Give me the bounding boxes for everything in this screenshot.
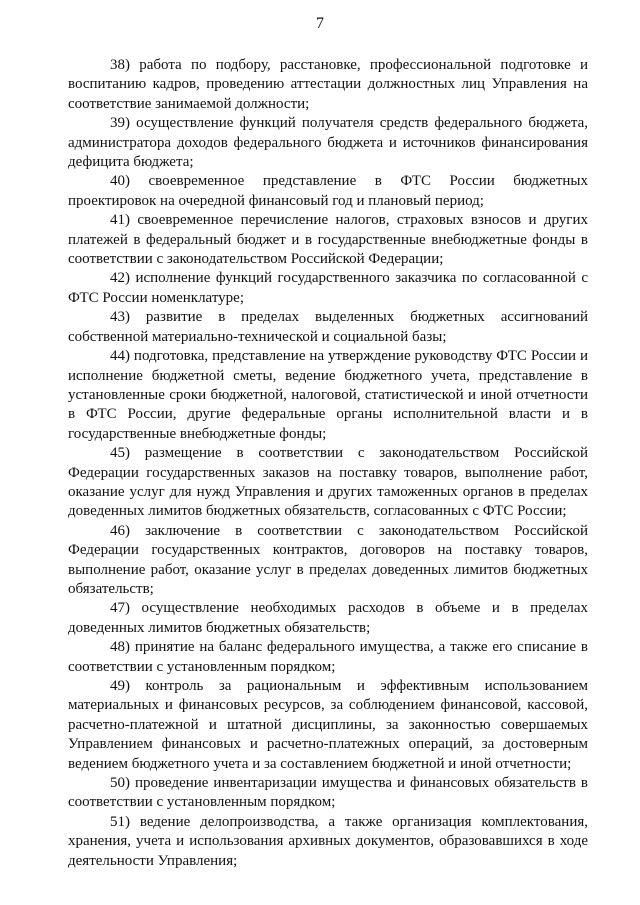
document-body: [68, 56, 588, 871]
list-item-44: 44) подготовка, представление на утверждение руководству ФТС России и исполнение бюджетной сметы, ведение бюджетного учета, представление в установленные сроки бюджетной, налоговой, статистической и иной отчетности в ФТС России, другие федеральные органы исполнительной власти и в государственные внебюджетные фонды;: [68, 348, 588, 442]
page-number: 7: [316, 15, 324, 32]
list-item-46: 46) заключение в соответствии с законодательством Российской Федерации государственных контрактов, договоров на поставку товаров, выполнение работ, оказание услуг в пределах доведенных лимитов бюджетных обязательств;: [68, 522, 588, 597]
list-item-41: 41) своевременное перечисление налогов, страховых взносов и других платежей в федеральный бюджет и в государственные внебюджетные фонды в соответствии с законодательством Российской Федерации;: [68, 212, 588, 268]
list-item-38: 38) работа по подбору, расстановке, профессиональной подготовке и воспитанию кадров, проведению аттестации должностных лиц Управления на соответствие занимаемой должности;: [68, 57, 588, 112]
list-item-39: 39) осуществление функций получателя средств федерального бюджета, администратора доходов федерального бюджета и источников финансирования дефицита бюджета;: [68, 115, 588, 171]
list-item-45: 45) размещение в соответствии с законодательством Российской Федерации государственных заказов на поставку товаров, выполнение работ, оказание услуг для нужд Управления и других таможенных органов в пределах доведенных лимитов бюджетных обязательств, согласованных с ФТС России;: [68, 445, 588, 520]
list-item-42: 42) исполнение функций государственного заказчика по согласованной с ФТС России номенклатуре;: [68, 270, 588, 306]
list-item-40: 40) своевременное представление в ФТС России бюджетных проектировок на очередной финансовый год и плановый период;: [68, 173, 588, 209]
list-item-43: 43) развитие в пределах выделенных бюджетных ассигнований собственной материально-технической и социальной базы;: [68, 309, 588, 345]
list-item-48: 48) принятие на баланс федерального имущества, а также его списание в соответствии с установленным порядком;: [68, 639, 588, 675]
list-item-51: 51) ведение делопроизводства, а также организация комплектования, хранения, учета и использования архивных документов, образовавшихся в ходе деятельности Управления;: [68, 813, 588, 869]
list-item-49: 49) контроль за рациональным и эффективным использованием материальных и финансовых ресурсов, за соблюдением финансовой, кассовой, расчетно-платежной и штатной дисциплины, за законностью совершаемых Управлением финансовых и расчетно-платежных операций, за достоверным ведением бюджетного учета и за составлением бюджетной и иной отчетности;: [68, 678, 588, 772]
list-item-47: 47) осуществление необходимых расходов в объеме и в пределах доведенных лимитов бюджетных обязательств;: [68, 600, 588, 636]
list-item-50: 50) проведение инвентаризации имущества и финансовых обязательств в соответствии с установленным порядком;: [68, 775, 588, 811]
